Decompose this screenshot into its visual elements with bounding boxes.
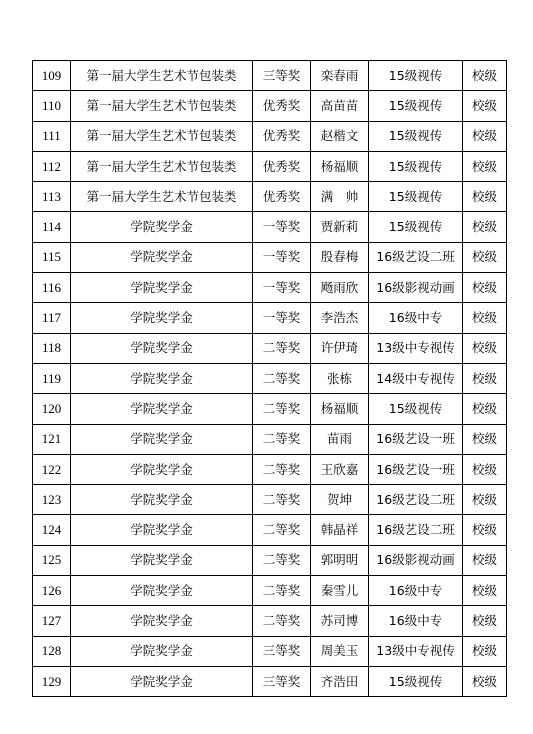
row-number-cell: 128: [33, 636, 71, 666]
award-name-cell: 学院奖学金: [71, 212, 253, 242]
student-name-cell: 满 帅: [311, 182, 369, 212]
scope-cell: 校级: [463, 576, 507, 606]
row-number-cell: 110: [33, 91, 71, 121]
row-number-cell: 120: [33, 394, 71, 424]
award-level-cell: 一等奖: [253, 212, 311, 242]
student-name-cell: 杨福顺: [311, 394, 369, 424]
row-number-cell: 112: [33, 151, 71, 181]
student-name-cell: 秦雪儿: [311, 576, 369, 606]
row-number-cell: 116: [33, 273, 71, 303]
scope-cell: 校级: [463, 333, 507, 363]
class-cell: 16级中专: [369, 303, 463, 333]
student-name-cell: 栾春雨: [311, 61, 369, 91]
table-row: [33, 394, 507, 424]
row-number-cell: 109: [33, 61, 71, 91]
table-row: [33, 576, 507, 606]
row-number-cell: 124: [33, 515, 71, 545]
row-number-cell: 113: [33, 182, 71, 212]
student-name-cell: 高苗苗: [311, 91, 369, 121]
award-name-cell: 学院奖学金: [71, 515, 253, 545]
row-number-cell: 121: [33, 424, 71, 454]
student-name-cell: 王欣嘉: [311, 454, 369, 484]
row-number-cell: 117: [33, 303, 71, 333]
scope-cell: 校级: [463, 515, 507, 545]
award-level-cell: 一等奖: [253, 273, 311, 303]
scope-cell: 校级: [463, 121, 507, 151]
student-name-cell: 周美玉: [311, 636, 369, 666]
table-row: [33, 273, 507, 303]
row-number-cell: 122: [33, 454, 71, 484]
class-cell: 15级视传: [369, 212, 463, 242]
class-cell: 16级艺设一班: [369, 454, 463, 484]
award-level-cell: 三等奖: [253, 666, 311, 696]
table-row: [33, 545, 507, 575]
row-number-cell: 129: [33, 666, 71, 696]
row-number-cell: 127: [33, 606, 71, 636]
award-level-cell: 二等奖: [253, 363, 311, 393]
student-name-cell: 飏雨欣: [311, 273, 369, 303]
award-name-cell: 第一届大学生艺术节包装类: [71, 121, 253, 151]
scope-cell: 校级: [463, 666, 507, 696]
student-name-cell: 贾新莉: [311, 212, 369, 242]
class-cell: 16级中专: [369, 576, 463, 606]
award-name-cell: 第一届大学生艺术节包装类: [71, 182, 253, 212]
award-name-cell: 学院奖学金: [71, 273, 253, 303]
row-number-cell: 125: [33, 545, 71, 575]
student-name-cell: 苏司博: [311, 606, 369, 636]
table-row: [33, 91, 507, 121]
table-row: [33, 424, 507, 454]
student-name-cell: 张栋: [311, 363, 369, 393]
award-name-cell: 学院奖学金: [71, 242, 253, 272]
class-cell: 15级视传: [369, 182, 463, 212]
class-cell: 13级中专视传: [369, 636, 463, 666]
scope-cell: 校级: [463, 545, 507, 575]
class-cell: 16级影视动画: [369, 545, 463, 575]
student-name-cell: 赵楷文: [311, 121, 369, 151]
class-cell: 14级中专视传: [369, 363, 463, 393]
award-level-cell: 二等奖: [253, 333, 311, 363]
award-level-cell: 一等奖: [253, 303, 311, 333]
class-cell: 16级艺设二班: [369, 242, 463, 272]
award-level-cell: 优秀奖: [253, 121, 311, 151]
row-number-cell: 123: [33, 485, 71, 515]
award-level-cell: 优秀奖: [253, 91, 311, 121]
table-row: [33, 182, 507, 212]
awards-table: [32, 60, 507, 697]
class-cell: 15级视传: [369, 394, 463, 424]
award-name-cell: 学院奖学金: [71, 363, 253, 393]
scope-cell: 校级: [463, 485, 507, 515]
scope-cell: 校级: [463, 273, 507, 303]
table-row: [33, 515, 507, 545]
table-row: [33, 242, 507, 272]
award-level-cell: 二等奖: [253, 606, 311, 636]
award-name-cell: 学院奖学金: [71, 666, 253, 696]
award-name-cell: 学院奖学金: [71, 576, 253, 606]
award-level-cell: 优秀奖: [253, 182, 311, 212]
award-level-cell: 二等奖: [253, 545, 311, 575]
scope-cell: 校级: [463, 424, 507, 454]
table-row: [33, 606, 507, 636]
award-name-cell: 学院奖学金: [71, 485, 253, 515]
table-row: [33, 303, 507, 333]
student-name-cell: 许伊琦: [311, 333, 369, 363]
row-number-cell: 114: [33, 212, 71, 242]
student-name-cell: 郭明明: [311, 545, 369, 575]
row-number-cell: 115: [33, 242, 71, 272]
row-number-cell: 126: [33, 576, 71, 606]
award-level-cell: 三等奖: [253, 61, 311, 91]
class-cell: 15级视传: [369, 666, 463, 696]
award-level-cell: 一等奖: [253, 242, 311, 272]
scope-cell: 校级: [463, 363, 507, 393]
class-cell: 16级艺设二班: [369, 515, 463, 545]
table-row: [33, 333, 507, 363]
awards-table-body: [33, 61, 507, 697]
student-name-cell: 贺坤: [311, 485, 369, 515]
award-name-cell: 学院奖学金: [71, 424, 253, 454]
scope-cell: 校级: [463, 91, 507, 121]
award-name-cell: 学院奖学金: [71, 454, 253, 484]
class-cell: 15级视传: [369, 91, 463, 121]
scope-cell: 校级: [463, 182, 507, 212]
table-row: [33, 636, 507, 666]
row-number-cell: 111: [33, 121, 71, 151]
table-row: [33, 454, 507, 484]
scope-cell: 校级: [463, 636, 507, 666]
student-name-cell: 苗雨: [311, 424, 369, 454]
class-cell: 16级艺设二班: [369, 485, 463, 515]
award-level-cell: 二等奖: [253, 576, 311, 606]
scope-cell: 校级: [463, 454, 507, 484]
award-name-cell: 学院奖学金: [71, 606, 253, 636]
class-cell: 13级中专视传: [369, 333, 463, 363]
table-row: [33, 666, 507, 696]
row-number-cell: 118: [33, 333, 71, 363]
student-name-cell: 殷春梅: [311, 242, 369, 272]
award-level-cell: 优秀奖: [253, 151, 311, 181]
award-level-cell: 二等奖: [253, 394, 311, 424]
award-name-cell: 第一届大学生艺术节包装类: [71, 61, 253, 91]
row-number-cell: 119: [33, 363, 71, 393]
scope-cell: 校级: [463, 394, 507, 424]
award-level-cell: 二等奖: [253, 424, 311, 454]
class-cell: 15级视传: [369, 61, 463, 91]
award-name-cell: 学院奖学金: [71, 303, 253, 333]
class-cell: 16级影视动画: [369, 273, 463, 303]
class-cell: 15级视传: [369, 151, 463, 181]
class-cell: 15级视传: [369, 121, 463, 151]
table-row: [33, 121, 507, 151]
award-level-cell: 二等奖: [253, 454, 311, 484]
award-name-cell: 学院奖学金: [71, 636, 253, 666]
student-name-cell: 齐浩田: [311, 666, 369, 696]
table-row: [33, 485, 507, 515]
student-name-cell: 杨福顺: [311, 151, 369, 181]
scope-cell: 校级: [463, 242, 507, 272]
award-name-cell: 第一届大学生艺术节包装类: [71, 91, 253, 121]
award-name-cell: 第一届大学生艺术节包装类: [71, 151, 253, 181]
table-row: [33, 212, 507, 242]
scope-cell: 校级: [463, 606, 507, 636]
scope-cell: 校级: [463, 212, 507, 242]
table-row: [33, 61, 507, 91]
scope-cell: 校级: [463, 303, 507, 333]
award-name-cell: 学院奖学金: [71, 394, 253, 424]
table-row: [33, 151, 507, 181]
class-cell: 16级艺设一班: [369, 424, 463, 454]
award-name-cell: 学院奖学金: [71, 545, 253, 575]
award-level-cell: 三等奖: [253, 636, 311, 666]
scope-cell: 校级: [463, 151, 507, 181]
award-level-cell: 二等奖: [253, 485, 311, 515]
class-cell: 16级中专: [369, 606, 463, 636]
student-name-cell: 韩晶祥: [311, 515, 369, 545]
award-level-cell: 二等奖: [253, 515, 311, 545]
scope-cell: 校级: [463, 61, 507, 91]
student-name-cell: 李浩杰: [311, 303, 369, 333]
table-row: [33, 363, 507, 393]
award-name-cell: 学院奖学金: [71, 333, 253, 363]
